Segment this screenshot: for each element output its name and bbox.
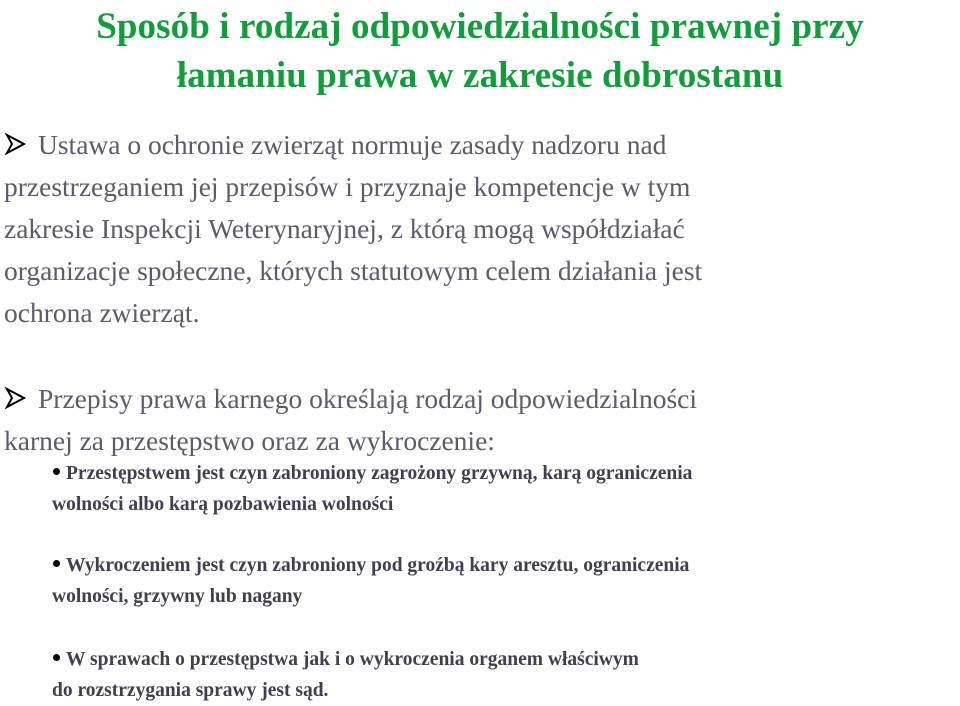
title-line-2: łamaniu prawa w zakresie dobrostanu (176, 55, 784, 96)
paragraph1-line: organizacje społeczne, których statutowym celem działania jest (4, 255, 703, 286)
paragraph2-line: Przepisy prawa karnego określają rodzaj odpowiedzialności (38, 383, 697, 414)
paragraph1-line: zakresie Inspekcji Weterynaryjnej, z którą mogą współdziałać (4, 213, 685, 244)
subitem-line: do rozstrzygania sprawy jest sąd. (52, 680, 329, 701)
bullet-dot-icon (53, 560, 60, 567)
subitem-line: Wykroczeniem jest czyn zabroniony pod groźbą kary aresztu, ograniczenia (66, 555, 690, 576)
subitem-offence (52, 550, 952, 612)
subitem-line: Przestępstwem jest czyn zabroniony zagrożony grzywną, karą ograniczenia (66, 463, 693, 484)
subitem-line: wolności albo karą pozbawienia wolności (52, 494, 394, 515)
subitem-line: W sprawach o przestępstwa jak i o wykroczenia organem właściwym (66, 649, 639, 670)
subitem-line: wolności, grzywny lub nagany (52, 586, 303, 607)
title-line-1: Sposób i rodzaj odpowiedzialności prawnej przy (96, 6, 864, 47)
subitem-court (52, 644, 952, 706)
bullet-dot-icon (53, 468, 60, 475)
arrow-bullet-icon (4, 386, 30, 410)
paragraph1-line: przestrzeganiem jej przepisów i przyznaje kompetencje w tym (4, 171, 691, 202)
arrow-bullet-icon (4, 132, 30, 156)
slide-title (0, 2, 960, 100)
paragraph1-line: Ustawa o ochronie zwierząt normuje zasady nadzoru nad (38, 129, 667, 160)
paragraph1-line: ochrona zwierząt. (4, 297, 200, 328)
paragraph2-line: karnej za przestępstwo oraz za wykroczenie: (4, 425, 495, 456)
paragraph-criminal-law (4, 378, 956, 462)
subitem-crime (52, 458, 952, 520)
bullet-dot-icon (53, 654, 60, 661)
paragraph-animal-protection-act (4, 124, 956, 334)
